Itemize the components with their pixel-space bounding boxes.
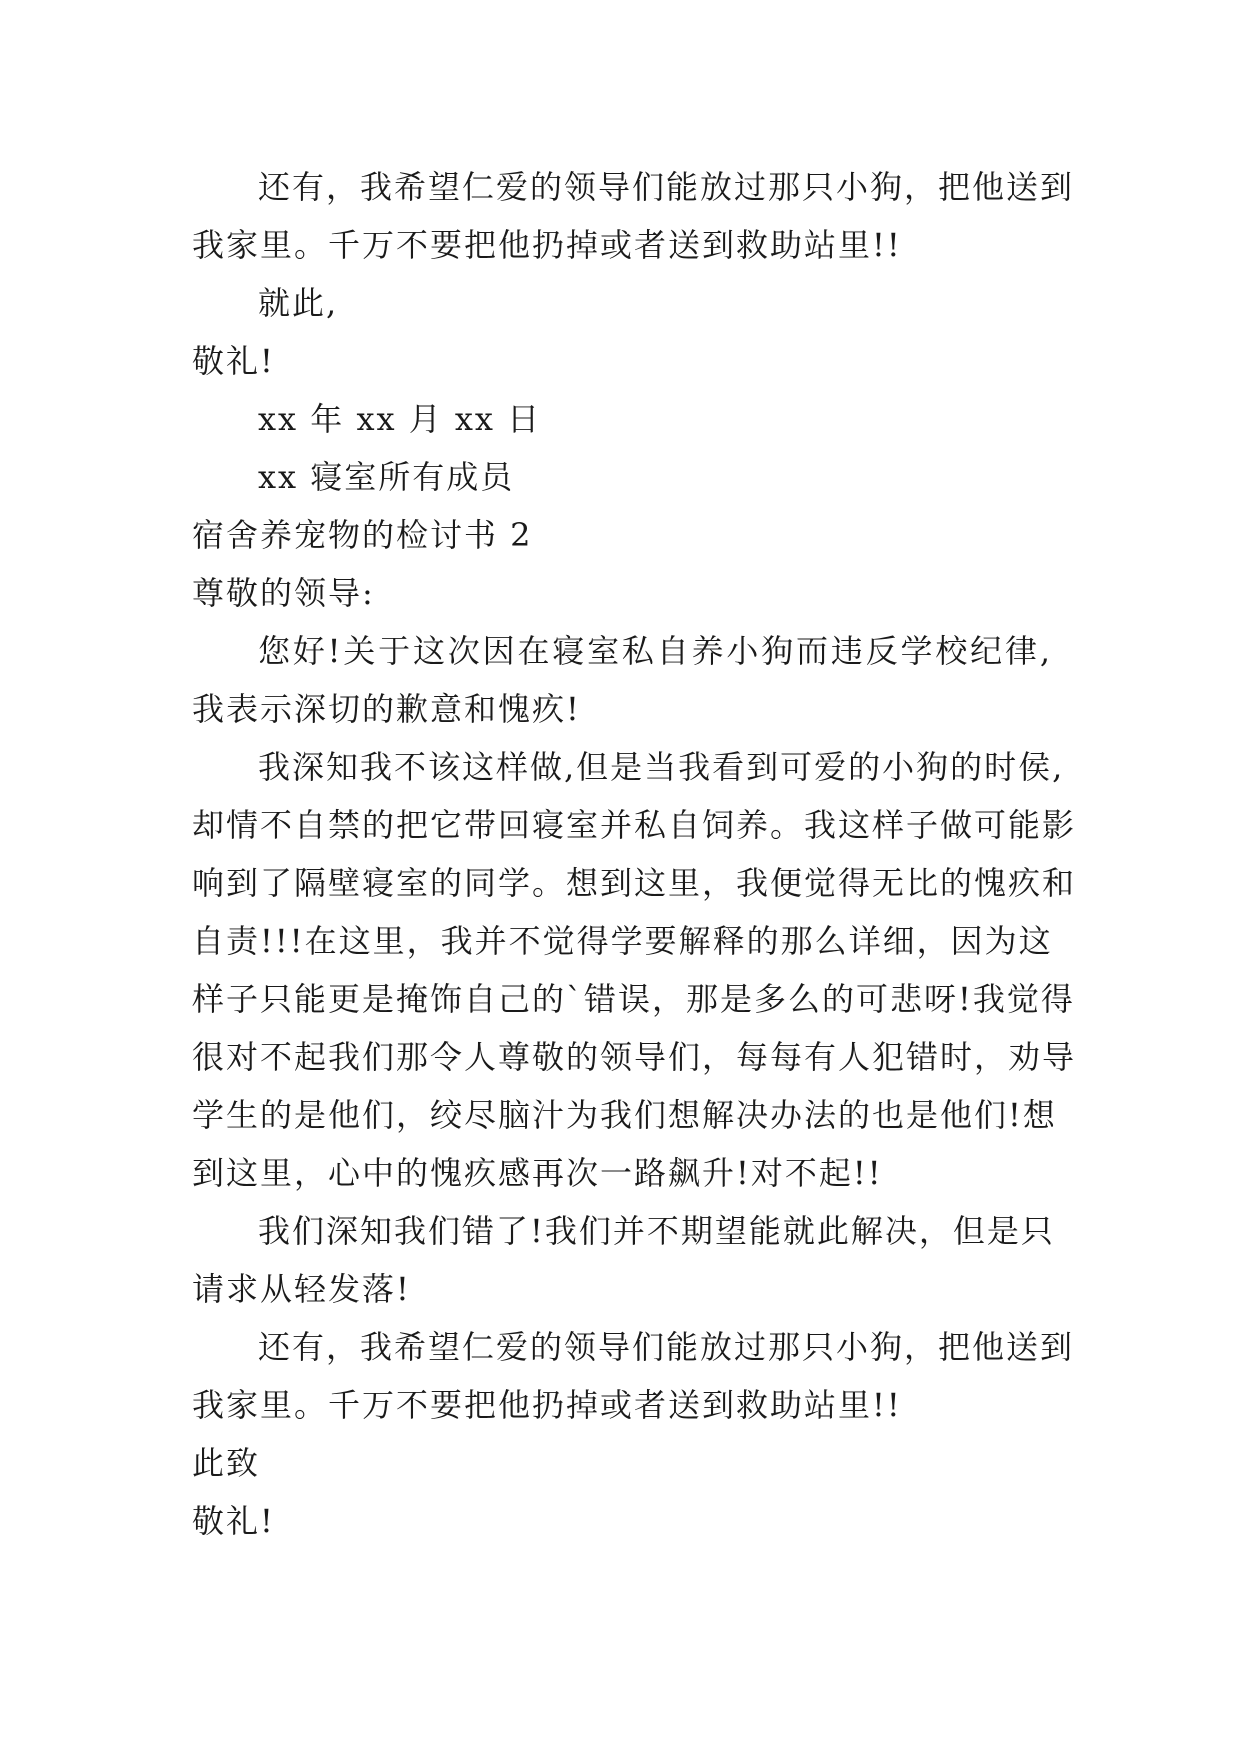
text-line: 学生的是他们，绞尽脑汁为我们想解决办法的也是他们!想 xyxy=(192,1096,1057,1134)
text-line: 我家里。千万不要把他扔掉或者送到救助站里!! xyxy=(192,226,902,264)
text-line: 到这里，心中的愧疚感再次一路飙升!对不起!! xyxy=(192,1154,883,1192)
text-line: 还有，我希望仁爱的领导们能放过那只小狗，把他送到 xyxy=(258,1328,1075,1366)
text-line: 响到了隔壁寝室的同学。想到这里，我便觉得无比的愧疚和 xyxy=(192,864,1077,902)
text-line: 尊敬的领导: xyxy=(192,574,375,612)
text-line: 敬礼! xyxy=(192,342,275,380)
text-line: 却情不自禁的把它带回寝室并私自饲养。我这样子做可能影 xyxy=(192,806,1077,844)
text-line: 敬礼! xyxy=(192,1502,275,1540)
text-line: 我们深知我们错了!我们并不期望能就此解决，但是只 xyxy=(258,1212,1055,1250)
text-line: 就此, xyxy=(258,284,339,322)
text-line: 宿舍养宠物的检讨书 2 xyxy=(192,516,533,554)
text-line: 很对不起我们那令人尊敬的领导们，每每有人犯错时，劝导 xyxy=(192,1038,1077,1076)
text-line: 请求从轻发落! xyxy=(192,1270,411,1308)
text-line: 还有，我希望仁爱的领导们能放过那只小狗，把他送到 xyxy=(258,168,1075,206)
text-line: 样子只能更是掩饰自己的`错误，那是多么的可悲呀!我觉得 xyxy=(192,980,1075,1018)
text-line: 自责!!!在这里，我并不觉得学要解释的那么详细，因为这 xyxy=(192,922,1053,960)
text-line: 您好!关于这次因在寝室私自养小狗而违反学校纪律, xyxy=(258,632,1052,670)
text-line: xx 年 xx 月 xx 日 xyxy=(258,400,542,438)
text-line: 我表示深切的歉意和愧疚! xyxy=(192,690,581,728)
text-line: xx 寝室所有成员 xyxy=(258,458,515,496)
text-line: 我家里。千万不要把他扔掉或者送到救助站里!! xyxy=(192,1386,902,1424)
text-line: 此致 xyxy=(192,1444,261,1482)
document-body xyxy=(192,158,1077,1550)
text-line: 我深知我不该这样做,但是当我看到可爱的小狗的时侯, xyxy=(258,748,1065,786)
